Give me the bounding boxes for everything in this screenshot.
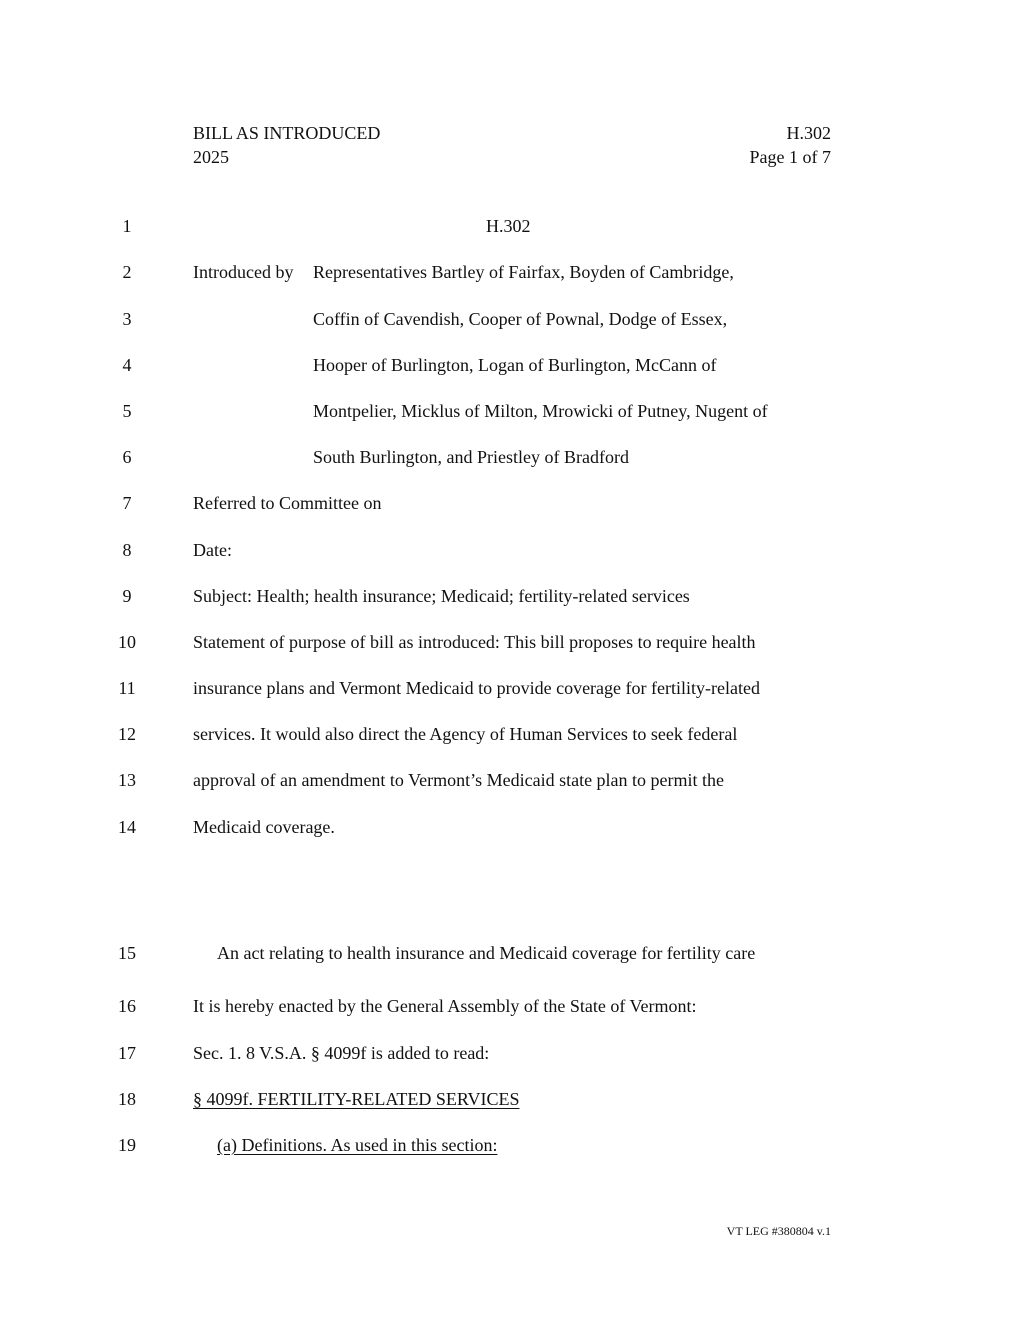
line-number: 11 — [118, 678, 136, 698]
line-number: 10 — [118, 632, 136, 652]
bill-id-header: H.302 — [786, 123, 831, 143]
sponsors-line: Hooper of Burlington, Logan of Burlington, McCann of — [313, 355, 717, 375]
line-number: 15 — [118, 943, 136, 963]
sponsors-line: Montpelier, Micklus of Milton, Mrowicki of Putney, Nugent of — [313, 401, 768, 421]
introduced-by-label: Introduced by — [193, 262, 294, 282]
version-footer: VT LEG #380804 v.1 — [726, 1224, 831, 1238]
sponsors-line: South Burlington, and Priestley of Bradford — [313, 447, 629, 467]
sponsors-line: Coffin of Cavendish, Cooper of Pownal, Dodge of Essex, — [313, 309, 728, 329]
line-number: 3 — [122, 309, 132, 329]
referred-line: Referred to Committee on — [193, 493, 382, 513]
section-heading-line: § 4099f. FERTILITY-RELATED SERVICES — [193, 1089, 520, 1109]
enacting-clause-line: It is hereby enacted by the General Assembly of the State of Vermont: — [193, 996, 697, 1016]
sponsors-line: Representatives Bartley of Fairfax, Boyden of Cambridge, — [313, 262, 734, 282]
page-indicator: Page 1 of 7 — [749, 147, 831, 167]
subject-line: Subject: Health; health insurance; Medicaid; fertility-related services — [193, 586, 690, 606]
line-number: 18 — [118, 1089, 136, 1109]
purpose-line: insurance plans and Vermont Medicaid to provide coverage for fertility-related — [193, 678, 760, 698]
purpose-line: Medicaid coverage. — [193, 817, 335, 837]
line-number: 14 — [118, 817, 136, 837]
bill-title-line: H.302 — [486, 216, 531, 236]
line-number: 16 — [118, 996, 136, 1016]
section-line: Sec. 1. 8 V.S.A. § 4099f is added to read: — [193, 1043, 490, 1063]
purpose-line: Statement of purpose of bill as introduced: This bill proposes to require health — [193, 632, 756, 652]
line-number: 17 — [118, 1043, 136, 1063]
line-number: 6 — [122, 447, 132, 467]
line-number: 13 — [118, 770, 136, 790]
line-number: 9 — [122, 586, 132, 606]
line-number: 4 — [122, 355, 132, 375]
line-number: 1 — [122, 216, 132, 236]
definitions-line: (a) Definitions. As used in this section: — [217, 1135, 498, 1155]
line-number: 7 — [122, 493, 132, 513]
line-number: 5 — [122, 401, 132, 421]
line-number: 8 — [122, 540, 132, 560]
line-number: 12 — [118, 724, 136, 744]
line-number: 19 — [118, 1135, 136, 1155]
act-title-line: An act relating to health insurance and Medicaid coverage for fertility care — [217, 943, 756, 963]
purpose-line: approval of an amendment to Vermont’s Medicaid state plan to permit the — [193, 770, 725, 790]
purpose-line: services. It would also direct the Agency of Human Services to seek federal — [193, 724, 738, 744]
line-number: 2 — [122, 262, 132, 282]
date-line: Date: — [193, 540, 232, 560]
bill-year: 2025 — [193, 147, 229, 167]
bill-status-header: BILL AS INTRODUCED — [193, 123, 381, 143]
